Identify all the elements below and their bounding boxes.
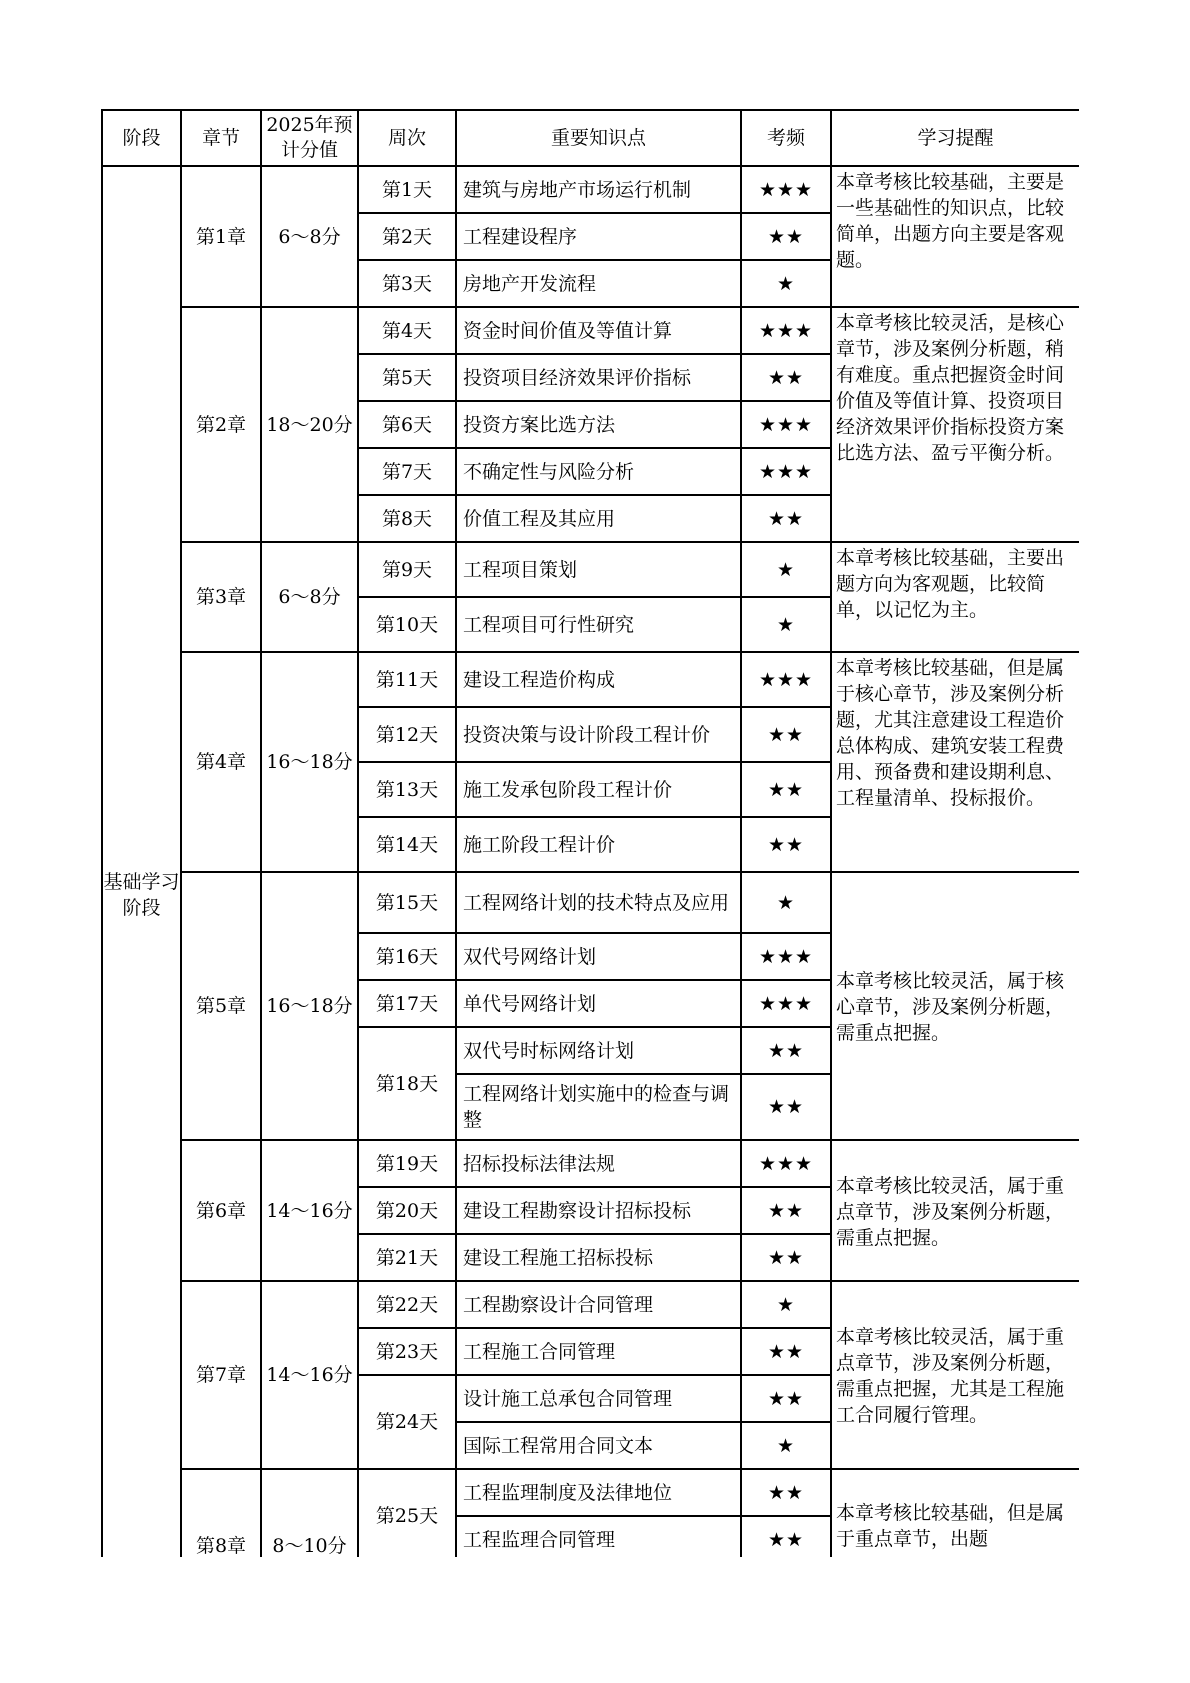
table-row (102, 307, 1079, 354)
day-cell: 第1天 (358, 166, 456, 213)
day-cell: 第14天 (358, 817, 456, 872)
day-cell: 第17天 (358, 980, 456, 1027)
topic-cell: 建设工程勘察设计招标投标 (456, 1187, 741, 1234)
table-row (102, 1140, 1079, 1187)
frequency-stars: ★ (741, 872, 831, 933)
frequency-stars: ★★ (741, 1516, 831, 1557)
table-row (102, 872, 1079, 933)
score-cell: 14～16分 (261, 1140, 358, 1281)
table-row (102, 1469, 1079, 1516)
frequency-stars: ★★★ (741, 307, 831, 354)
header-week: 周次 (358, 110, 456, 166)
frequency-stars: ★★ (741, 762, 831, 817)
reminder-cell: 本章考核比较灵活，属于重点章节，涉及案例分析题，需重点把握，尤其是工程施工合同履行管理。 (831, 1281, 1079, 1469)
reminder-cell: 本章考核比较基础，主要出题方向为客观题，比较简单，以记忆为主。 (831, 542, 1079, 652)
frequency-stars: ★★ (741, 707, 831, 762)
frequency-stars: ★★ (741, 1234, 831, 1281)
day-cell: 第2天 (358, 213, 456, 260)
topic-cell: 双代号时标网络计划 (456, 1027, 741, 1074)
table-row (102, 652, 1079, 707)
day-cell: 第18天 (358, 1027, 456, 1140)
day-cell: 第5天 (358, 354, 456, 401)
topic-cell: 投资方案比选方法 (456, 401, 741, 448)
frequency-stars: ★★★ (741, 448, 831, 495)
topic-cell: 单代号网络计划 (456, 980, 741, 1027)
reminder-cell: 本章考核比较基础，但是属于核心章节，涉及案例分析题，尤其注意建设工程造价总体构成、建筑安装工程费用、预备费和建设期利息、工程量清单、投标报价。 (831, 652, 1079, 872)
topic-cell: 工程监理合同管理 (456, 1516, 741, 1557)
frequency-stars: ★★★ (741, 933, 831, 980)
chapter-cell: 第7章 (181, 1281, 261, 1469)
frequency-stars: ★★ (741, 1469, 831, 1516)
day-cell: 第6天 (358, 401, 456, 448)
day-cell: 第13天 (358, 762, 456, 817)
chapter-cell: 第1章 (181, 166, 261, 307)
chapter-cell: 第8章 (181, 1469, 261, 1557)
frequency-stars: ★★ (741, 1074, 831, 1140)
table-row (102, 166, 1079, 213)
topic-cell: 投资项目经济效果评价指标 (456, 354, 741, 401)
topic-cell: 价值工程及其应用 (456, 495, 741, 542)
topic-cell: 招标投标法律法规 (456, 1140, 741, 1187)
score-cell: 6～8分 (261, 166, 358, 307)
topic-cell: 建筑与房地产市场运行机制 (456, 166, 741, 213)
day-cell: 第4天 (358, 307, 456, 354)
table-row (102, 1281, 1079, 1328)
topic-cell: 工程勘察设计合同管理 (456, 1281, 741, 1328)
day-cell: 第16天 (358, 933, 456, 980)
header-stage: 阶段 (102, 110, 181, 166)
frequency-stars: ★★★ (741, 401, 831, 448)
topic-cell: 施工阶段工程计价 (456, 817, 741, 872)
frequency-stars: ★★★ (741, 1140, 831, 1187)
day-cell: 第12天 (358, 707, 456, 762)
frequency-stars: ★ (741, 1281, 831, 1328)
frequency-stars: ★★ (741, 1375, 831, 1422)
header-frequency: 考频 (741, 110, 831, 166)
frequency-stars: ★★★ (741, 166, 831, 213)
score-cell: 16～18分 (261, 872, 358, 1140)
header-row (102, 110, 1079, 166)
stage-cell: 基础学习阶段 (102, 166, 181, 1557)
reminder-cell: 本章考核比较基础，但是属于重点章节，出题 (831, 1469, 1079, 1557)
score-cell: 16～18分 (261, 652, 358, 872)
frequency-stars: ★★ (741, 213, 831, 260)
day-cell: 第10天 (358, 597, 456, 652)
topic-cell: 施工发承包阶段工程计价 (456, 762, 741, 817)
reminder-cell: 本章考核比较灵活，是核心章节，涉及案例分析题，稍有难度。重点把握资金时间价值及等值计算、投资项目经济效果评价指标投资方案比选方法、盈亏平衡分析。 (831, 307, 1079, 542)
day-cell: 第11天 (358, 652, 456, 707)
chapter-cell: 第3章 (181, 542, 261, 652)
header-chapter: 章节 (181, 110, 261, 166)
day-cell: 第20天 (358, 1187, 456, 1234)
table-row (102, 542, 1079, 597)
header-score: 2025年预计分值 (261, 110, 358, 166)
topic-cell: 工程建设程序 (456, 213, 741, 260)
day-cell: 第3天 (358, 260, 456, 307)
day-cell: 第21天 (358, 1234, 456, 1281)
frequency-stars: ★★ (741, 1027, 831, 1074)
chapter-cell: 第6章 (181, 1140, 261, 1281)
score-cell: 18～20分 (261, 307, 358, 542)
header-topic: 重要知识点 (456, 110, 741, 166)
day-cell: 第24天 (358, 1375, 456, 1469)
topic-cell: 设计施工总承包合同管理 (456, 1375, 741, 1422)
header-reminder: 学习提醒 (831, 110, 1079, 166)
chapter-cell: 第2章 (181, 307, 261, 542)
day-cell: 第8天 (358, 495, 456, 542)
chapter-cell: 第5章 (181, 872, 261, 1140)
reminder-cell: 本章考核比较灵活，属于重点章节，涉及案例分析题，需重点把握。 (831, 1140, 1079, 1281)
topic-cell: 工程监理制度及法律地位 (456, 1469, 741, 1516)
frequency-stars: ★★ (741, 817, 831, 872)
topic-cell: 工程施工合同管理 (456, 1328, 741, 1375)
study-plan-table (101, 109, 1079, 1557)
day-cell: 第25天 (358, 1469, 456, 1557)
topic-cell: 双代号网络计划 (456, 933, 741, 980)
topic-cell: 工程网络计划实施中的检查与调整 (456, 1074, 741, 1140)
reminder-cell: 本章考核比较灵活，属于核心章节，涉及案例分析题，需重点把握。 (831, 872, 1079, 1140)
topic-cell: 房地产开发流程 (456, 260, 741, 307)
day-cell: 第15天 (358, 872, 456, 933)
chapter-cell: 第4章 (181, 652, 261, 872)
score-cell: 8～10分 (261, 1469, 358, 1557)
score-cell: 6～8分 (261, 542, 358, 652)
topic-cell: 国际工程常用合同文本 (456, 1422, 741, 1469)
topic-cell: 工程网络计划的技术特点及应用 (456, 872, 741, 933)
frequency-stars: ★★ (741, 354, 831, 401)
schedule-sheet (101, 109, 1079, 1557)
topic-cell: 不确定性与风险分析 (456, 448, 741, 495)
frequency-stars: ★ (741, 1422, 831, 1469)
topic-cell: 投资决策与设计阶段工程计价 (456, 707, 741, 762)
frequency-stars: ★★ (741, 1187, 831, 1234)
topic-cell: 建设工程造价构成 (456, 652, 741, 707)
frequency-stars: ★ (741, 542, 831, 597)
frequency-stars: ★★ (741, 1328, 831, 1375)
frequency-stars: ★ (741, 597, 831, 652)
topic-cell: 工程项目策划 (456, 542, 741, 597)
frequency-stars: ★★★ (741, 652, 831, 707)
day-cell: 第9天 (358, 542, 456, 597)
day-cell: 第22天 (358, 1281, 456, 1328)
day-cell: 第7天 (358, 448, 456, 495)
topic-cell: 资金时间价值及等值计算 (456, 307, 741, 354)
frequency-stars: ★ (741, 260, 831, 307)
day-cell: 第23天 (358, 1328, 456, 1375)
day-cell: 第19天 (358, 1140, 456, 1187)
frequency-stars: ★★★ (741, 980, 831, 1027)
frequency-stars: ★★ (741, 495, 831, 542)
score-cell: 14～16分 (261, 1281, 358, 1469)
topic-cell: 建设工程施工招标投标 (456, 1234, 741, 1281)
reminder-cell: 本章考核比较基础，主要是一些基础性的知识点，比较简单，出题方向主要是客观题。 (831, 166, 1079, 307)
topic-cell: 工程项目可行性研究 (456, 597, 741, 652)
